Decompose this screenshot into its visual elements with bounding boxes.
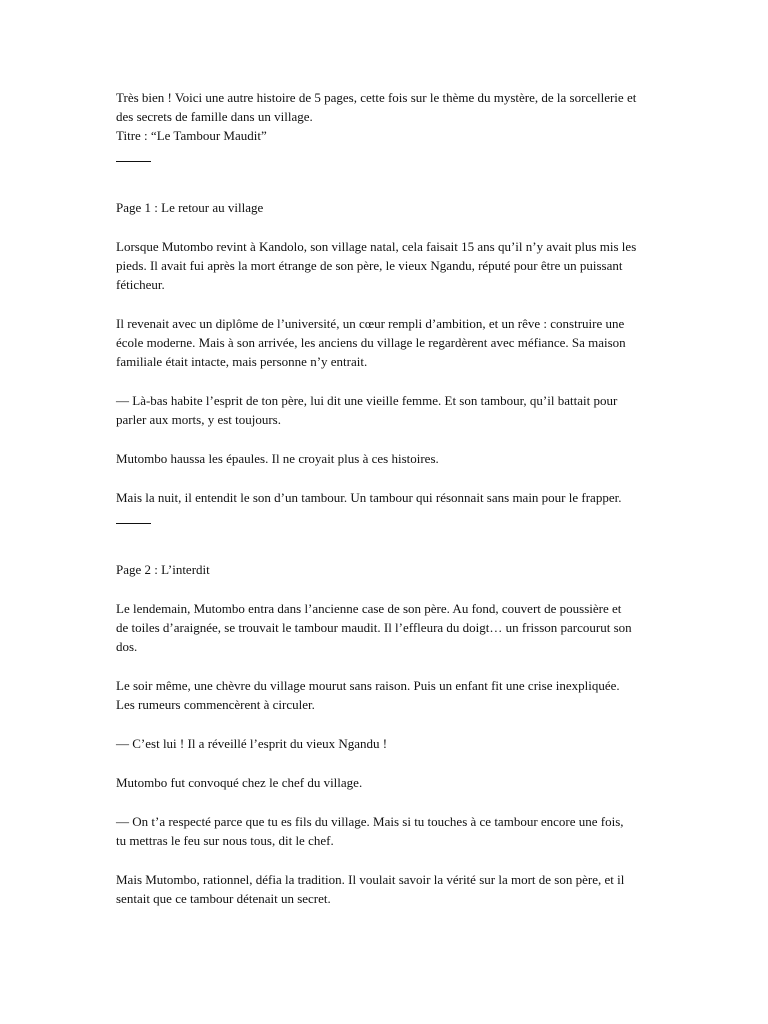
page2-paragraph: [116, 676, 661, 714]
paragraph-line: tu mettras le feu sur nous tous, dit le chef.: [116, 833, 334, 848]
paragraph-line: — On t’a respecté parce que tu es fils du village. Mais si tu touches à ce tambour encore une fois,: [116, 814, 624, 829]
paragraph-line: Le lendemain, Mutombo entra dans l’ancienne case de son père. Au fond, couvert de poussière et: [116, 601, 622, 616]
page1-heading-block: [116, 198, 661, 217]
page2-heading-block: [116, 560, 661, 579]
paragraph-line: sentait que ce tambour détenait un secret.: [116, 891, 331, 906]
paragraph-line: Les rumeurs commencèrent à circuler.: [116, 697, 315, 712]
document-body: [116, 88, 661, 908]
paragraph-line: Lorsque Mutombo revint à Kandolo, son village natal, cela faisait 15 ans qu’il n’y avait plus mis les: [116, 239, 637, 254]
paragraph-line: Mutombo haussa les épaules. Il ne croyait plus à ces histoires.: [116, 451, 439, 466]
page2-paragraph: [116, 773, 661, 792]
paragraph-line: de toiles d’araignée, se trouvait le tambour maudit. Il l’effleura du doigt… un frisson parcourut son: [116, 620, 632, 635]
paragraph-line: familiale était intacte, mais personne n’y entrait.: [116, 354, 368, 369]
paragraph-line: féticheur.: [116, 277, 165, 292]
page2-heading: Page 2 : L’interdit: [116, 562, 210, 577]
paragraph-line: dos.: [116, 639, 138, 654]
paragraph-line: parler aux morts, y est toujours.: [116, 412, 281, 427]
page1-paragraph: [116, 488, 661, 507]
paragraph-line: Le soir même, une chèvre du village mourut sans raison. Puis un enfant fit une crise inexpliquée.: [116, 678, 620, 693]
page1-paragraph: [116, 391, 661, 429]
paragraph-line: — Là-bas habite l’esprit de ton père, lui dit une vieille femme. Et son tambour, qu’il battait pour: [116, 393, 618, 408]
paragraph-line: école moderne. Mais à son arrivée, les anciens du village le regardèrent avec méfiance. Sa maison: [116, 335, 626, 350]
paragraph-line: pieds. Il avait fui après la mort étrange de son père, le vieux Ngandu, réputé pour être un puissant: [116, 258, 623, 273]
story-title: Titre : “Le Tambour Maudit”: [116, 128, 267, 143]
paragraph-line: Mais la nuit, il entendit le son d’un tambour. Un tambour qui résonnait sans main pour le frapper.: [116, 490, 622, 505]
intro-line: des secrets de famille dans un village.: [116, 109, 313, 124]
page2-paragraph: [116, 870, 661, 908]
intro-block: [116, 88, 661, 145]
page1-paragraph: [116, 449, 661, 468]
paragraph-line: Mais Mutombo, rationnel, défia la tradition. Il voulait savoir la vérité sur la mort de son père, et il: [116, 872, 625, 887]
page2-paragraph: [116, 734, 661, 753]
intro-line: Très bien ! Voici une autre histoire de 5 pages, cette fois sur le thème du mystère, de la sorcellerie et: [116, 90, 637, 105]
section-divider: [116, 523, 151, 524]
page2-paragraph: [116, 599, 661, 656]
paragraph-line: Il revenait avec un diplôme de l’université, un cœur rempli d’ambition, et un rêve : construire une: [116, 316, 625, 331]
section-divider: [116, 161, 151, 162]
paragraph-line: — C’est lui ! Il a réveillé l’esprit du vieux Ngandu !: [116, 736, 388, 751]
paragraph-line: Mutombo fut convoqué chez le chef du village.: [116, 775, 363, 790]
page1-paragraph: [116, 237, 661, 294]
page2-paragraph: [116, 812, 661, 850]
page1-heading: Page 1 : Le retour au village: [116, 200, 264, 215]
page1-paragraph: [116, 314, 661, 371]
